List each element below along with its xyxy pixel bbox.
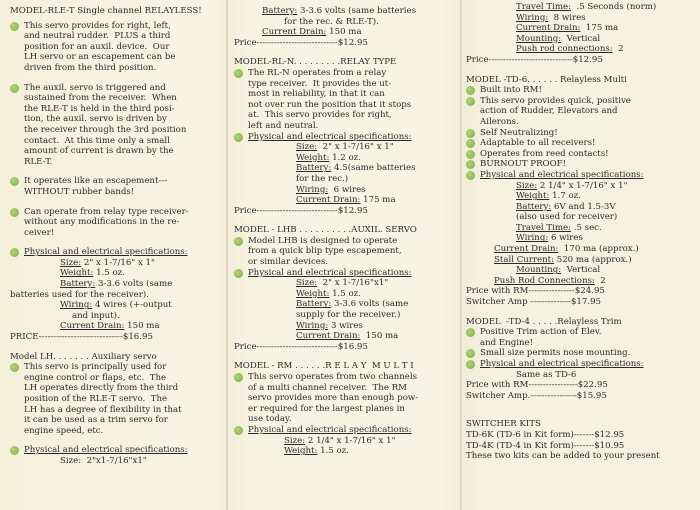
td-6-spec-battery: Battery: 6V and 1.5-3V bbox=[516, 201, 616, 212]
td-6-bullet: Built into RM! bbox=[466, 85, 692, 96]
price-line-2: Price----------------------------$12.95 bbox=[234, 205, 368, 216]
rl-n-spec-wiring: Wiring: 6 wires bbox=[296, 184, 366, 195]
lh-spec-heading: Physical and electrical specifications: bbox=[10, 445, 222, 456]
td-6-bullet: BURNOUT PROOF! bbox=[466, 159, 692, 170]
lh-paragraph: This servo is principally used for engine control or flaps, etc. The LH operates directly from the third position of the RLE-T servo. The LH has a degree of flexibility in that it can be used as a trim servo for engine speed, etc. bbox=[10, 362, 222, 436]
lhb-spec-battery-cont: supply for the receiver.) bbox=[296, 310, 401, 321]
td-4-price-rm: Price with RM-----------------$22.95 bbox=[466, 380, 608, 391]
td-6-spec-mounting: Mounting: Vertical bbox=[516, 265, 601, 276]
rl-n-spec-battery: Battery: 4.5(same batteries bbox=[296, 163, 416, 174]
lhb-title: MODEL - LHB . . . . . . . . . .AUXIL. SERVO bbox=[234, 225, 417, 236]
rle-t-title: MODEL-RLE-T Single channel RELAYLESS! bbox=[10, 6, 202, 16]
rm-title: MODEL - RM . . . . . .R E L A Y M U L T I bbox=[234, 361, 414, 372]
lhb-paragraph: Model LHB is designed to operate from a quick blip type escapement, or similar devices. bbox=[234, 236, 456, 268]
lhb-spec-wiring: Wiring: 3 wires bbox=[296, 320, 363, 331]
lh-spec-size: Size: 2"x1-7/16"x1" bbox=[60, 455, 147, 466]
rl-n-spec-size: Size: 2" x 1-7/16" x 1" bbox=[296, 142, 394, 153]
td-6-price-rm: Price with RM----------------$24.95 bbox=[466, 286, 605, 297]
rle-t-spec-wiring-cont: and input). bbox=[72, 310, 120, 321]
lh-title: Model LH. . . . . . . Auxiliary servo bbox=[10, 351, 157, 362]
td-6-spec-drain: Current Drain: 170 ma (approx.) bbox=[494, 244, 639, 255]
rle-t-spec-battery: Battery: 3-3.6 volts (same bbox=[60, 279, 173, 290]
kit-td-6k: TD-6K (TD-6 in Kit form)-------$12.95 bbox=[466, 429, 625, 440]
rm-spec-travel: Travel Time: .5 Seconds (norm) bbox=[516, 2, 657, 12]
rle-t-paragraph-3: It operates like an escapement--- WITHOUT rubber bands! bbox=[10, 176, 222, 197]
rl-n-spec-heading: Physical and electrical specifications: bbox=[234, 132, 456, 143]
rle-t-battery-cont-2: for the rec. & RLE-T). bbox=[284, 16, 379, 27]
lhb-spec-heading: Physical and electrical specifications: bbox=[234, 268, 456, 279]
rle-t-battery-cont: Battery: 3-3.6 volts (same batteries bbox=[262, 6, 416, 16]
td-4-bullet: Small size permits nose mounting. bbox=[466, 348, 692, 359]
column-rle-t bbox=[10, 0, 222, 510]
rm-spec-wiring: Wiring: 8 wires bbox=[516, 12, 586, 23]
lhb-spec-battery: Battery: 3-3.6 volts (same bbox=[296, 299, 409, 310]
rle-t-spec-drain: Current Drain: 150 ma bbox=[60, 321, 160, 332]
rm-spec-heading: Physical and electrical specifications: bbox=[234, 425, 456, 436]
rle-t-paragraph-4: Can operate from relay type receiver- without any modifications in the re- ceiver! bbox=[10, 207, 222, 239]
td-6-bullet: Adaptable to all receivers! bbox=[466, 138, 692, 149]
column-rl-n bbox=[234, 0, 456, 510]
rle-t-spec-wiring: Wiring: 4 wires (+-output bbox=[60, 300, 172, 311]
rle-t-spec-heading: Physical and electrical specifications: bbox=[10, 247, 222, 258]
lhb-spec-drain: Current Drain: 150 ma bbox=[296, 331, 399, 342]
td-6-spec-travel: Travel Time: .5 sec. bbox=[516, 222, 602, 233]
td-4-same-as: Same as TD-6 bbox=[516, 369, 577, 380]
rle-t-paragraph-2: The auxil. servo is triggered and sustained from the receiver. When the RLE-T is held in the third posi- tion, the auxil. servo is driven by the receiver through the 3rd position contact. At this time only a small amount of current is drawn by the RLE-T. bbox=[10, 83, 222, 168]
kit-td-4k: TD-4K (TD-4 in Kit form)-------$10.95 bbox=[466, 440, 625, 451]
rm-spec-drain: Current Drain: 175 ma bbox=[516, 23, 619, 34]
td-6-title: MODEL -TD-6. . . . . . Relayless Multi bbox=[466, 74, 627, 85]
fold-line bbox=[226, 0, 228, 510]
rm-spec-weight: Weight: 1.5 oz. bbox=[284, 446, 349, 457]
lhb-spec-weight: Weight: 1.5 oz. bbox=[296, 288, 361, 299]
td-6-spec-stall: Stall Current: 520 ma (approx.) bbox=[494, 254, 632, 265]
rl-n-spec-drain: Current Drain: 175 ma bbox=[296, 195, 396, 206]
td-4-spec-heading: Physical and electrical specifications: bbox=[466, 359, 692, 370]
rm-price: Price-----------------------------$12.95 bbox=[466, 54, 603, 65]
price-line-3: Price----------------------------$16.95 bbox=[234, 341, 368, 352]
td-6-bullet: Self Neutralizing! bbox=[466, 128, 692, 139]
rle-t-spec-weight: Weight: 1.5 oz. bbox=[60, 268, 125, 279]
td-6-spec-weight: Weight: 1.7 oz. bbox=[516, 191, 581, 202]
rl-n-title: MODEL-RL-N. . . . . . . . .RELAY TYPE bbox=[234, 57, 397, 68]
td-6-bullet: Operates from reed contacts! bbox=[466, 149, 692, 160]
td-6-spec-heading: Physical and electrical specifications: bbox=[466, 170, 692, 181]
column-td bbox=[466, 0, 692, 510]
switcher-kits-title: SWITCHER KITS bbox=[466, 419, 541, 430]
rm-spec-mounting: Mounting: Vertical bbox=[516, 33, 601, 44]
rle-t-drain-cont: Current Drain: 150 ma bbox=[262, 27, 362, 38]
td-6-spec-push-rod: Push Rod Connections: 2 bbox=[494, 275, 606, 286]
rle-t-paragraph-1: This servo provides for right, left, and neutral rudder. PLUS a third position for an auxil. device. Our LH servo or an escapement can be driven from the third position. bbox=[10, 21, 222, 74]
rm-paragraph: This servo operates from two channels of a multi channel receiver. The RM servo provides more than enough pow- er required for the largest planes in use today. bbox=[234, 372, 456, 425]
td-6-spec-battery-cont: (also used for receiver) bbox=[516, 212, 618, 223]
price-line-1: Price----------------------------$12.95 bbox=[234, 37, 368, 48]
rle-t-price: PRICE-----------------------------$16.95 bbox=[10, 332, 153, 343]
lhb-spec-size: Size: 2" x 1-7/16"x1" bbox=[296, 278, 389, 289]
rm-spec-push-rod: Push rod connections: 2 bbox=[516, 44, 624, 55]
fold-line bbox=[460, 0, 462, 510]
td-6-spec-wiring: Wiring: 6 wires bbox=[516, 233, 583, 244]
rle-t-spec-battery-cont: batteries used for the receiver). bbox=[10, 289, 149, 300]
rl-n-spec-weight: Weight: 1.2 oz. bbox=[296, 152, 361, 163]
rl-n-spec-battery-cont: for the rec.) bbox=[296, 173, 349, 184]
td-4-title: MODEL -TD-4 . . . . .Relayless Trim bbox=[466, 316, 622, 327]
td-6-spec-size: Size: 2 1/4" x 1-7/16" x 1" bbox=[516, 180, 628, 191]
td-4-bullet: Positive Trim action of Elev. and Engine! bbox=[466, 327, 692, 348]
td-6-bullet: This servo provides quick, positive action of Rudder, Elevators and Ailerons. bbox=[466, 96, 692, 128]
rm-spec-size: Size: 2 1/4" x 1-7/16" x 1" bbox=[284, 435, 396, 446]
kits-note: These two kits can be added to your present bbox=[466, 451, 660, 462]
rle-t-spec-size: Size: 2" x 1-7/16" x 1" bbox=[60, 257, 155, 268]
td-4-price-switcher: Switcher Amp.----------------$15.95 bbox=[466, 390, 607, 401]
td-6-price-switcher: Switcher Amp --------------$17.95 bbox=[466, 297, 602, 308]
rl-n-paragraph: The RL-N operates from a relay type receiver. It provides the ut- most in reliability, in that it can not over run the position that it stops at. This servo provides for right, left and neutral. bbox=[234, 68, 456, 132]
